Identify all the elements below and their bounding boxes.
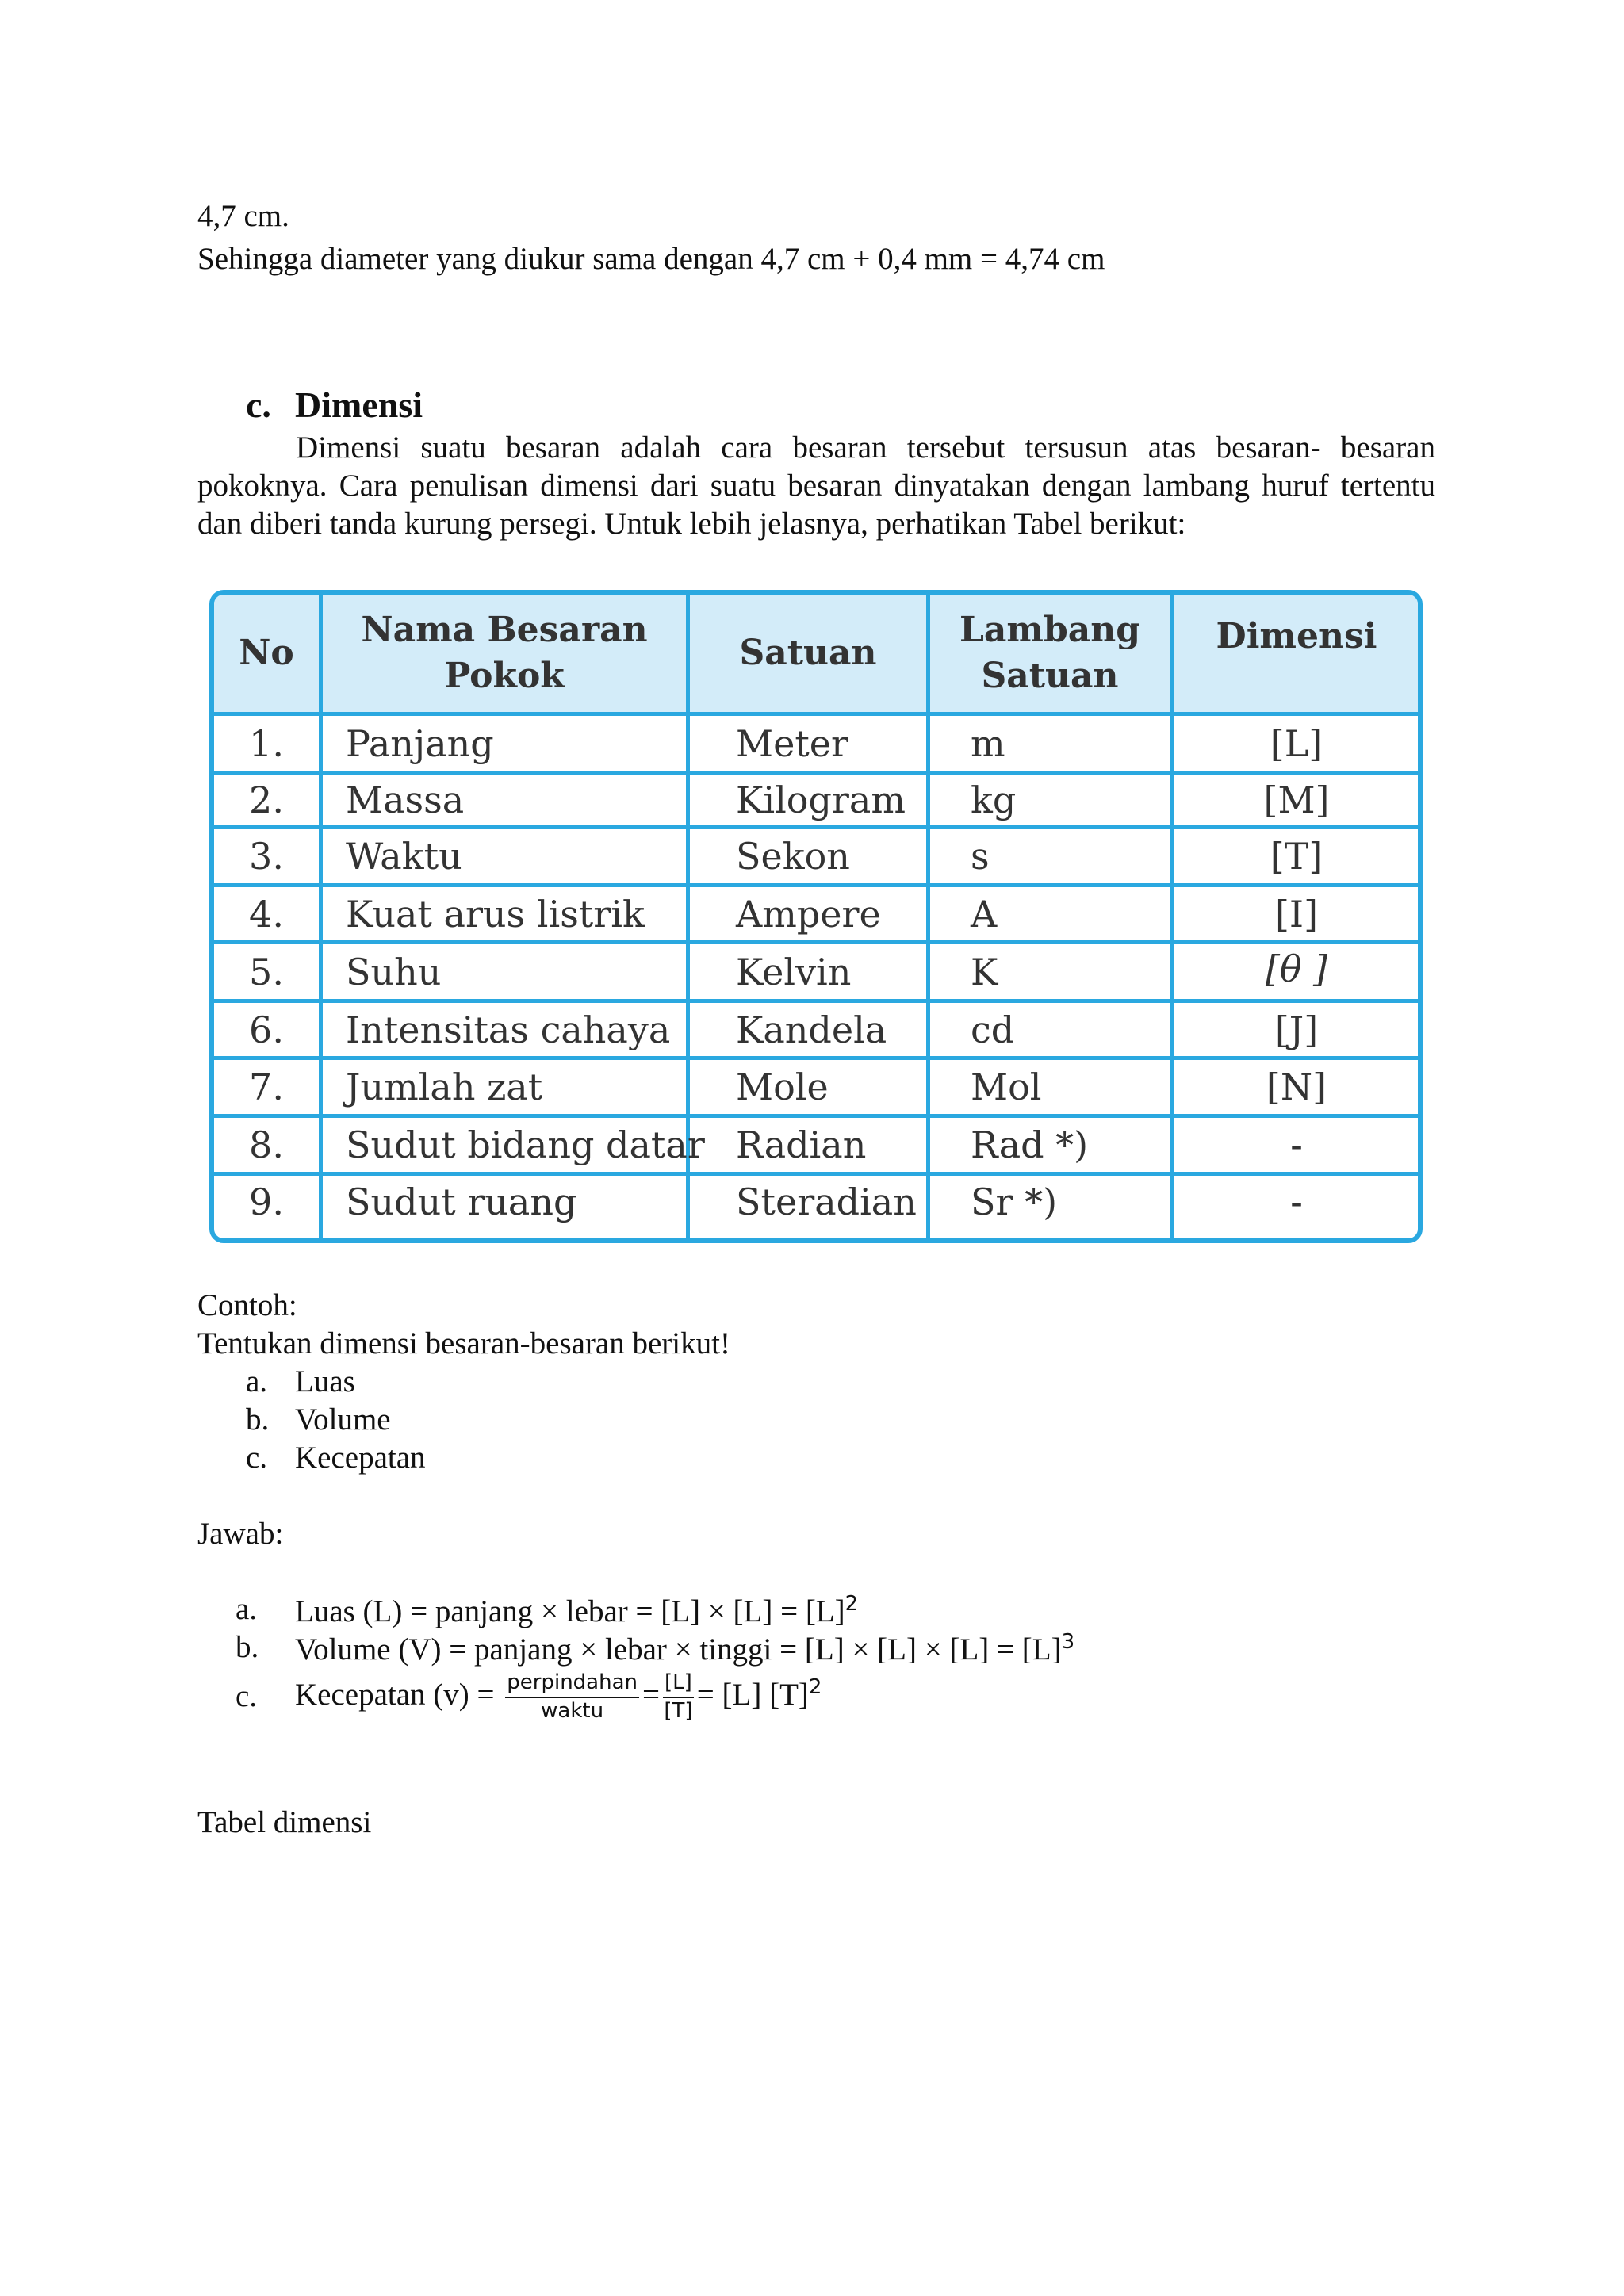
cell-nama: Sudut bidang datar: [346, 1123, 705, 1166]
header-satuan: Satuan: [739, 633, 877, 673]
header-lambang-satuan: [930, 595, 1170, 712]
cell-lambang: m: [971, 721, 1005, 765]
cell-no: 1.: [249, 721, 284, 765]
cell-no: 9.: [249, 1181, 284, 1223]
cell-lambang: Sr *): [971, 1181, 1058, 1223]
list-item: Luas: [295, 1364, 355, 1399]
jawab-c: [295, 1663, 822, 1724]
cell-no: 5.: [249, 950, 284, 993]
jawab-b-text: Volume (V) = panjang × lebar × tinggi = [L] × [L] × [L] = [L]: [295, 1632, 1062, 1667]
jawab-c-suffix: = [L] [T]: [696, 1678, 809, 1712]
cell-dimensi: [I]: [1274, 892, 1319, 936]
jawab-c-prefix: Kecepatan (v) =: [295, 1678, 503, 1712]
jawab-c-eq: =: [642, 1678, 661, 1712]
cell-dimensi: -: [1290, 1123, 1303, 1166]
cell-nama: Panjang: [346, 721, 494, 765]
fraction-numerator: [L]: [663, 1671, 694, 1698]
cell-dimensi: [N]: [1266, 1066, 1327, 1108]
cell-lambang: kg: [971, 779, 1017, 821]
cell-nama: Intensitas cahaya: [346, 1008, 671, 1051]
cell-satuan: Steradian: [736, 1181, 917, 1223]
header-nama-besaran: [323, 595, 686, 712]
section-paragraph-block: [197, 429, 1435, 543]
header-no: No: [239, 633, 294, 673]
section-paragraph: Dimensi suatu besaran adalah cara besaran tersebut tersusun atas besaran- besaran pokoknya. Cara penulisan dimensi dari suatu besaran dinyatakan dengan lambang huruf tertentu dan diberi tanda kurung persegi. Untuk lebih jelasnya, perhatikan Tabel berikut:: [197, 430, 1435, 541]
intro-line-2: Sehingga diameter yang diukur sama dengan 4,7 cm + 0,4 mm = 4,74 cm: [197, 242, 1105, 276]
fraction-numerator: perpindahan: [505, 1671, 639, 1698]
cell-lambang: cd: [971, 1008, 1015, 1051]
table-col-divider: [319, 595, 323, 1238]
cell-satuan: Kelvin: [736, 950, 852, 993]
cell-no: 4.: [249, 892, 284, 936]
list-item-marker: b.: [246, 1402, 270, 1437]
cell-satuan: Ampere: [736, 892, 881, 936]
cell-dimensi: [θ ]: [1265, 947, 1328, 990]
cell-satuan: Radian: [736, 1123, 867, 1166]
cell-no: 3.: [249, 835, 284, 878]
header-lambang-line2: Satuan: [981, 656, 1119, 696]
cell-no: 2.: [249, 779, 284, 821]
list-item: Volume: [295, 1402, 391, 1437]
cell-nama: Jumlah zat: [346, 1066, 543, 1108]
fraction-perpindahan-waktu: [505, 1671, 639, 1724]
jawab-c-marker: c.: [236, 1679, 258, 1713]
section-title: Dimensi: [295, 385, 423, 425]
fraction-denominator: [T]: [664, 1699, 693, 1724]
cell-dimensi: [M]: [1263, 779, 1330, 821]
header-nama-line2: Pokok: [444, 656, 565, 696]
jawab-a-marker: a.: [236, 1592, 258, 1626]
cell-nama: Waktu: [346, 835, 462, 878]
cell-dimensi: [T]: [1270, 835, 1323, 878]
cell-no: 8.: [249, 1123, 284, 1166]
cell-nama: Suhu: [346, 950, 442, 993]
cell-no: 6.: [249, 1008, 284, 1051]
list-item-marker: c.: [246, 1441, 268, 1475]
list-item-marker: a.: [246, 1364, 268, 1399]
section-heading: [246, 387, 423, 423]
cell-satuan: Sekon: [736, 835, 850, 878]
table-col-divider: [926, 595, 930, 1238]
header-nama-line1: Nama Besaran: [361, 610, 648, 650]
cell-nama: Kuat arus listrik: [346, 892, 645, 936]
cell-satuan: Kandela: [736, 1008, 887, 1051]
header-dimensi: Dimensi: [1216, 616, 1377, 656]
jawab-b: [295, 1632, 1074, 1665]
cell-lambang: A: [971, 892, 998, 936]
jawab-label: Jawab:: [197, 1517, 284, 1551]
footer-text: Tabel dimensi: [197, 1805, 372, 1839]
dimension-table: [209, 590, 1423, 1243]
cell-no: 7.: [249, 1066, 284, 1108]
cell-lambang: s: [971, 835, 990, 878]
jawab-a-exp: 2: [845, 1592, 859, 1616]
section-letter: c.: [246, 385, 271, 425]
jawab-a: [295, 1594, 858, 1627]
fraction-denominator: waktu: [541, 1699, 604, 1724]
fraction-l-t: [663, 1671, 694, 1724]
contoh-label: Contoh:: [197, 1288, 297, 1322]
cell-lambang: Rad *): [971, 1123, 1089, 1166]
list-item: Kecepatan: [295, 1441, 426, 1475]
cell-nama: Sudut ruang: [346, 1181, 577, 1223]
intro-line-1: 4,7 cm.: [197, 199, 289, 233]
cell-nama: Massa: [346, 779, 465, 821]
jawab-b-exp: 3: [1061, 1630, 1075, 1654]
cell-lambang: Mol: [971, 1066, 1042, 1108]
cell-satuan: Mole: [736, 1066, 829, 1108]
cell-satuan: Meter: [736, 721, 849, 765]
cell-dimensi: -: [1290, 1181, 1303, 1223]
jawab-a-text: Luas (L) = panjang × lebar = [L] × [L] = [L]: [295, 1594, 845, 1628]
jawab-c-exp: 2: [808, 1675, 822, 1699]
cell-dimensi: [J]: [1274, 1008, 1319, 1051]
cell-lambang: K: [971, 950, 998, 993]
cell-satuan: Kilogram: [736, 779, 906, 821]
header-lambang-line1: Lambang: [959, 610, 1141, 650]
cell-dimensi: [L]: [1270, 721, 1323, 765]
jawab-b-marker: b.: [236, 1630, 259, 1664]
contoh-prompt: Tentukan dimensi besaran-besaran berikut!: [197, 1326, 730, 1360]
